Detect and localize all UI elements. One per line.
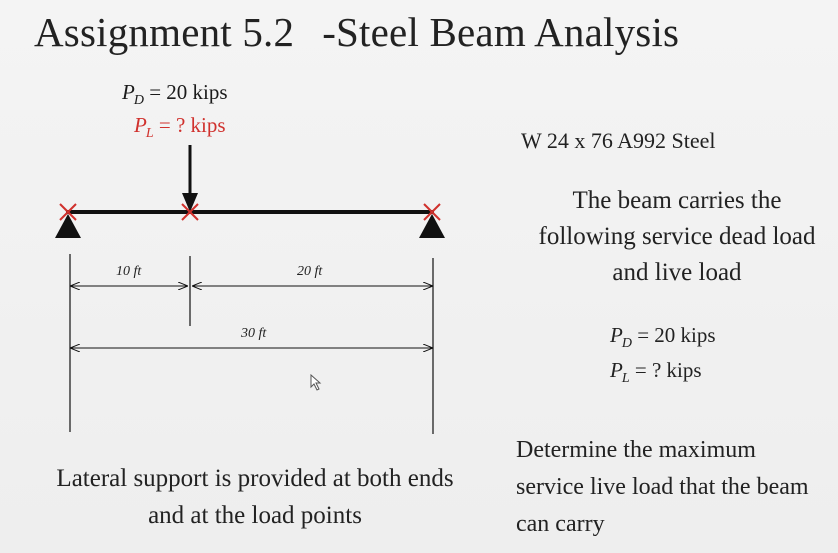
title-subject: -Steel Beam Analysis [322, 9, 680, 55]
load-values [610, 322, 716, 392]
right-support-icon [419, 214, 445, 238]
pl-value: = ? kips [634, 358, 702, 382]
lateral-support-note: Lateral support is provided at both ends and at the load points [56, 465, 454, 529]
title-assignment: Assignment 5.2 [34, 9, 295, 55]
pd-subscript: D [133, 93, 144, 108]
dead-load-value [610, 322, 716, 357]
pl-subscript: L [145, 126, 154, 141]
load-description: The beam carries the following service dead load and live load [538, 187, 816, 286]
pd-symbol: P [610, 323, 623, 347]
pd-value: = 20 kips [149, 80, 228, 104]
pl-symbol: P [134, 113, 147, 137]
pd-symbol: P [122, 80, 135, 104]
left-support-icon [55, 214, 81, 238]
pd-value: = 20 kips [637, 323, 716, 347]
pl-value: = ? kips [158, 113, 226, 137]
question-text: Determine the maximum service live load that the beam can carry [516, 437, 809, 537]
dim-label-20ft: 20 ft [297, 264, 323, 279]
point-load-arrow [182, 145, 198, 212]
dim-label-30ft: 30 ft [241, 326, 267, 341]
mouse-cursor-icon [310, 374, 324, 392]
section-designation: W 24 x 76 A992 Steel [521, 128, 716, 153]
pl-subscript: L [621, 371, 630, 386]
pl-symbol: P [610, 358, 623, 382]
pd-subscript: D [621, 336, 632, 351]
dim-label-10ft: 10 ft [116, 264, 142, 279]
live-load-value [610, 357, 716, 392]
